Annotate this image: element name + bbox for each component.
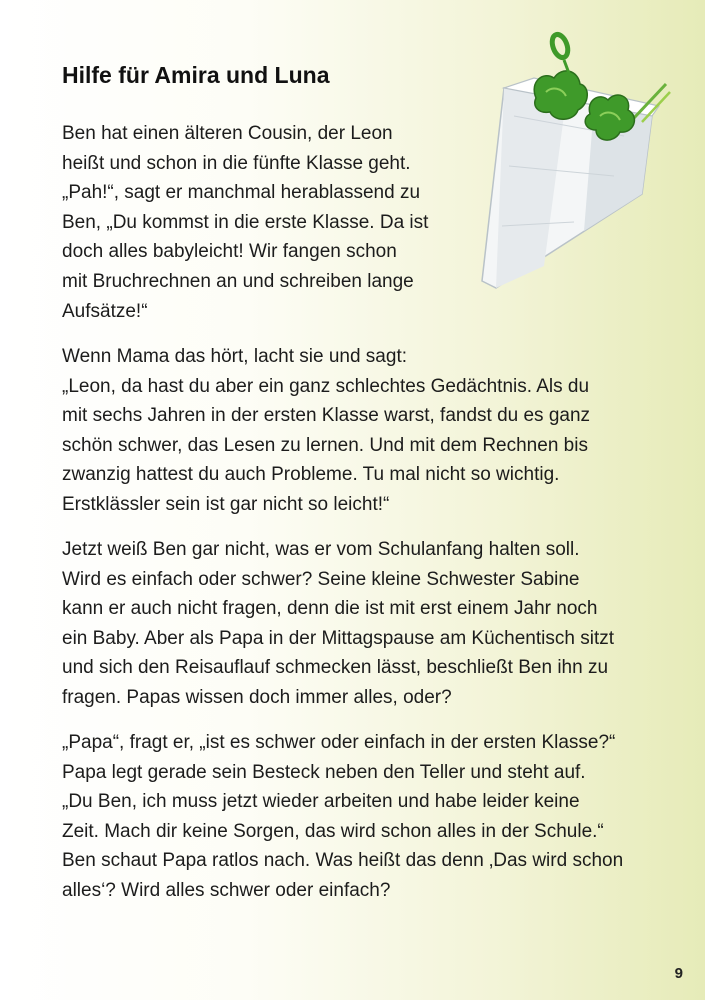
text-line: Zeit. Mach dir keine Sorgen, das wird schon alles in der Schule.“ [62, 820, 604, 842]
text-line: Wenn Mama das hört, lacht sie und sagt: [62, 346, 407, 367]
text-line: „Leon, da hast du aber ein ganz schlechtes Gedächtnis. Als du [62, 375, 590, 397]
text-line: alles‘? Wird alles schwer oder einfach? [62, 879, 391, 901]
text-line: Ben, „Du kommst in die erste Klasse. Da ist [62, 211, 429, 233]
text-line: ein Baby. Aber als Papa in der Mittagspause am Küchentisch sitzt [62, 627, 615, 649]
text-line: „Du Ben, ich muss jetzt wieder arbeiten und habe leider keine [62, 791, 580, 813]
text-line: Aufsätze!“ [62, 300, 148, 322]
text-line: Papa legt gerade sein Besteck neben den Teller und steht auf. [62, 761, 586, 783]
paragraph [62, 119, 428, 326]
text-line: zwanzig hattest du auch Probleme. Tu mal nicht so wichtig. [62, 464, 560, 486]
text-line: doch alles babyleicht! Wir fangen schon [62, 241, 397, 263]
text-line: „Pah!“, sagt er manchmal herablassend zu [62, 182, 421, 204]
text-line: kann er auch nicht fragen, denn die ist mit erst einem Jahr noch [62, 598, 598, 620]
text-line: Jetzt weiß Ben gar nicht, was er vom Schulanfang halten soll. [62, 539, 580, 560]
text-line: Wird es einfach oder schwer? Seine kleine Schwester Sabine [62, 568, 580, 590]
text-line: schön schwer, das Lesen zu lernen. Und mit dem Rechnen bis [62, 434, 588, 456]
text-line: „Papa“, fragt er, „ist es schwer oder einfach in der ersten Klasse?“ [62, 732, 616, 753]
page-title: Hilfe für Amira und Luna [62, 62, 330, 88]
text-line: mit Bruchrechnen an und schreiben lange [62, 270, 414, 292]
text-line: fragen. Papas wissen doch immer alles, oder? [62, 686, 452, 708]
page-number: 9 [674, 965, 683, 982]
text-line: Erstklässler sein ist gar nicht so leicht!“ [62, 493, 390, 515]
text-line: und sich den Reisauflauf schmecken lässt, beschließt Ben ihn zu [62, 657, 609, 679]
school-cone-icon [474, 26, 684, 296]
text-line: Ben hat einen älteren Cousin, der Leon [62, 123, 393, 144]
paragraph [62, 342, 590, 520]
paragraph [62, 535, 614, 713]
text-line: Ben schaut Papa ratlos nach. Was heißt das denn ‚Das wird schon [62, 850, 624, 872]
paragraph [62, 728, 623, 906]
text-line: heißt und schon in die fünfte Klasse geht. [62, 152, 411, 174]
text-line: mit sechs Jahren in der ersten Klasse warst, fandst du es ganz [62, 405, 591, 427]
